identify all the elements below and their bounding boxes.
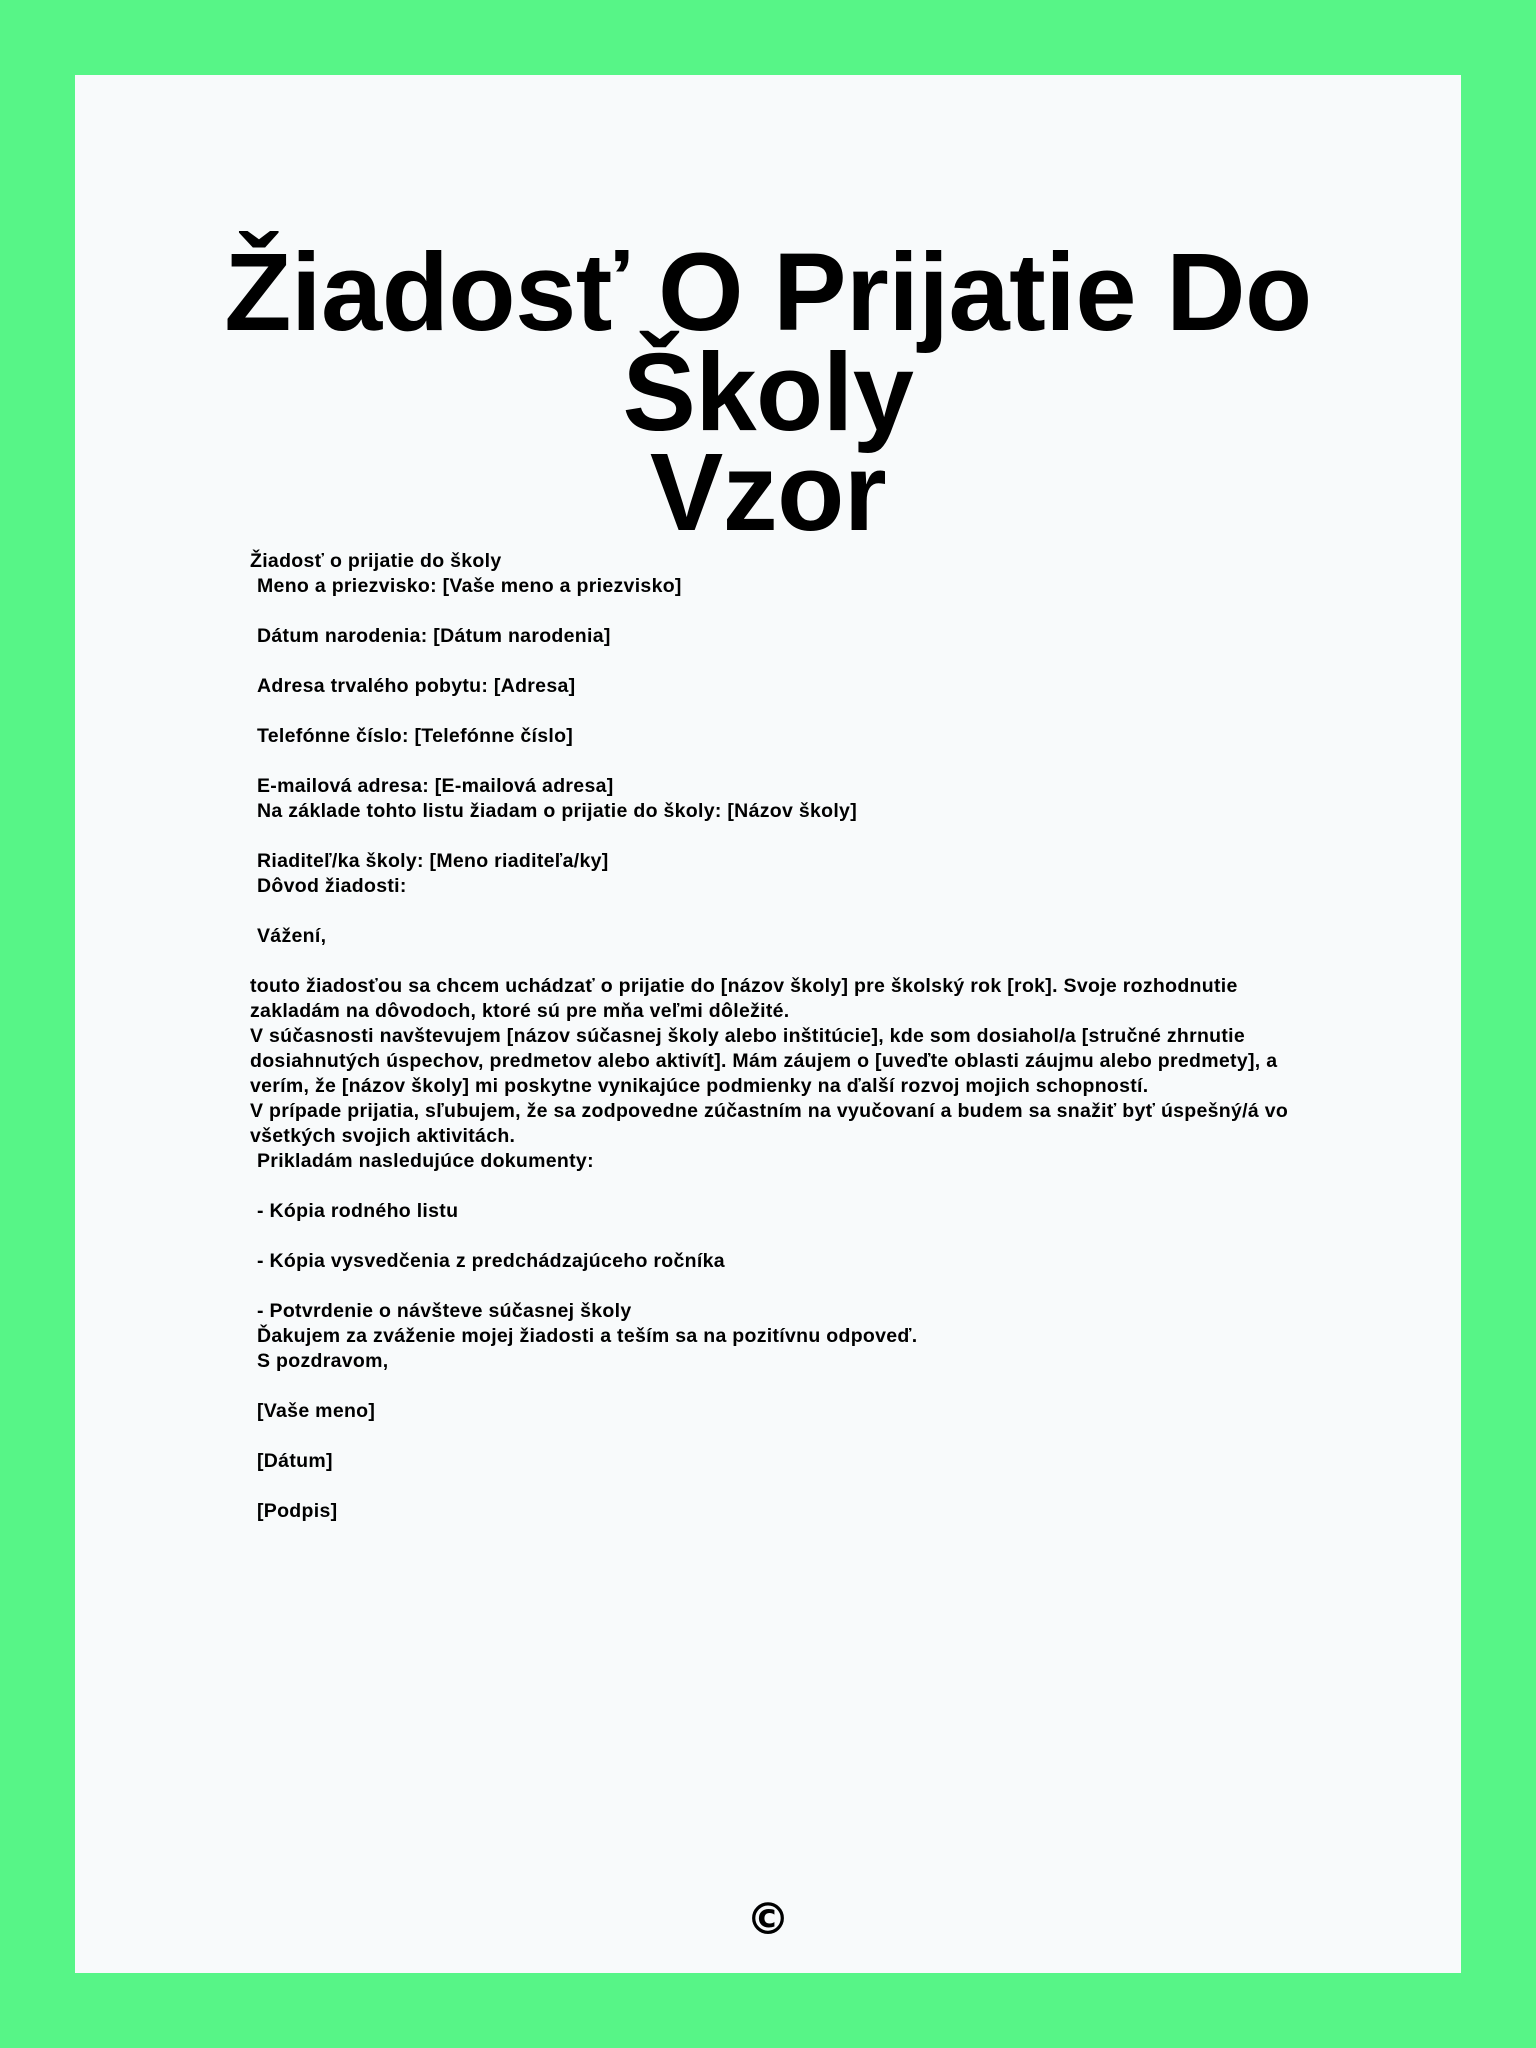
field-email: E-mailová adresa: [E-mailová adresa] xyxy=(257,775,614,797)
spacer xyxy=(250,1424,1370,1449)
paragraph-current-school: V súčasnosti navštevujem [názov súčasnej školy alebo inštitúcie], kde som dosiahol/a [stručné zhrnutie dosiahnutých úspechov, predmetov alebo aktivít]. Mám záujem o [uveďte oblasti záujmu alebo predmety], a verím, že [názov školy] mi poskytne vynikajúce podmienky na ďalší rozvoj mojich schopností. xyxy=(250,1025,1278,1097)
spacer xyxy=(250,699,1370,724)
field-name: Meno a priezvisko: [Vaše meno a priezvisko] xyxy=(257,575,682,597)
spacer xyxy=(250,824,1370,849)
spacer xyxy=(250,1174,1370,1199)
spacer xyxy=(250,1274,1370,1299)
letter-body xyxy=(250,549,1370,1524)
signature-date: [Dátum] xyxy=(257,1450,333,1472)
field-address: Adresa trvalého pobytu: [Adresa] xyxy=(257,675,576,697)
document-page xyxy=(75,75,1461,1973)
salutation: Vážení, xyxy=(257,925,327,947)
field-director: Riaditeľ/ka školy: [Meno riaditeľa/ky] xyxy=(257,850,609,872)
spacer xyxy=(250,1374,1370,1399)
attachments-intro: Prikladám nasledujúce dokumenty: xyxy=(257,1150,594,1172)
field-request: Na základe tohto listu žiadam o prijatie do školy: [Názov školy] xyxy=(257,800,857,822)
field-birth-date: Dátum narodenia: [Dátum narodenia] xyxy=(257,625,611,647)
field-reason: Dôvod žiadosti: xyxy=(257,875,407,897)
closing-line: S pozdravom, xyxy=(257,1350,389,1372)
paragraph-intro: touto žiadosťou sa chcem uchádzať o prijatie do [názov školy] pre školský rok [rok]. Svoje rozhodnutie zakladám na dôvodoch, ktoré sú pre mňa veľmi dôležité. xyxy=(250,975,1238,1022)
title-line-1: Žiadosť O Prijatie Do Školy xyxy=(224,231,1312,454)
title-line-2: Vzor xyxy=(649,431,887,554)
spacer xyxy=(250,599,1370,624)
field-phone: Telefónne číslo: [Telefónne číslo] xyxy=(257,725,574,747)
spacer xyxy=(250,1224,1370,1249)
letter-heading: Žiadosť o prijatie do školy xyxy=(250,550,502,572)
signature-sign: [Podpis] xyxy=(257,1500,338,1522)
attachment-item: - Kópia vysvedčenia z predchádzajúceho ročníka xyxy=(257,1250,725,1272)
paragraph-promise: V prípade prijatia, sľubujem, že sa zodpovedne zúčastním na vyučovaní a budem sa snažiť byť úspešný/á vo všetkých svojich aktivitách. xyxy=(250,1100,1289,1147)
spacer xyxy=(250,649,1370,674)
copyright-icon: © xyxy=(746,1894,790,1945)
spacer xyxy=(250,899,1370,924)
thanks-line: Ďakujem za zváženie mojej žiadosti a teším sa na pozitívnu odpoveď. xyxy=(257,1325,918,1347)
attachment-item: - Potvrdenie o návšteve súčasnej školy xyxy=(257,1300,632,1322)
signature-name: [Vaše meno] xyxy=(257,1400,376,1422)
attachment-item: - Kópia rodného listu xyxy=(257,1200,459,1222)
spacer xyxy=(250,1474,1370,1499)
spacer xyxy=(250,949,1370,974)
page-title xyxy=(75,231,1461,554)
spacer xyxy=(250,749,1370,774)
